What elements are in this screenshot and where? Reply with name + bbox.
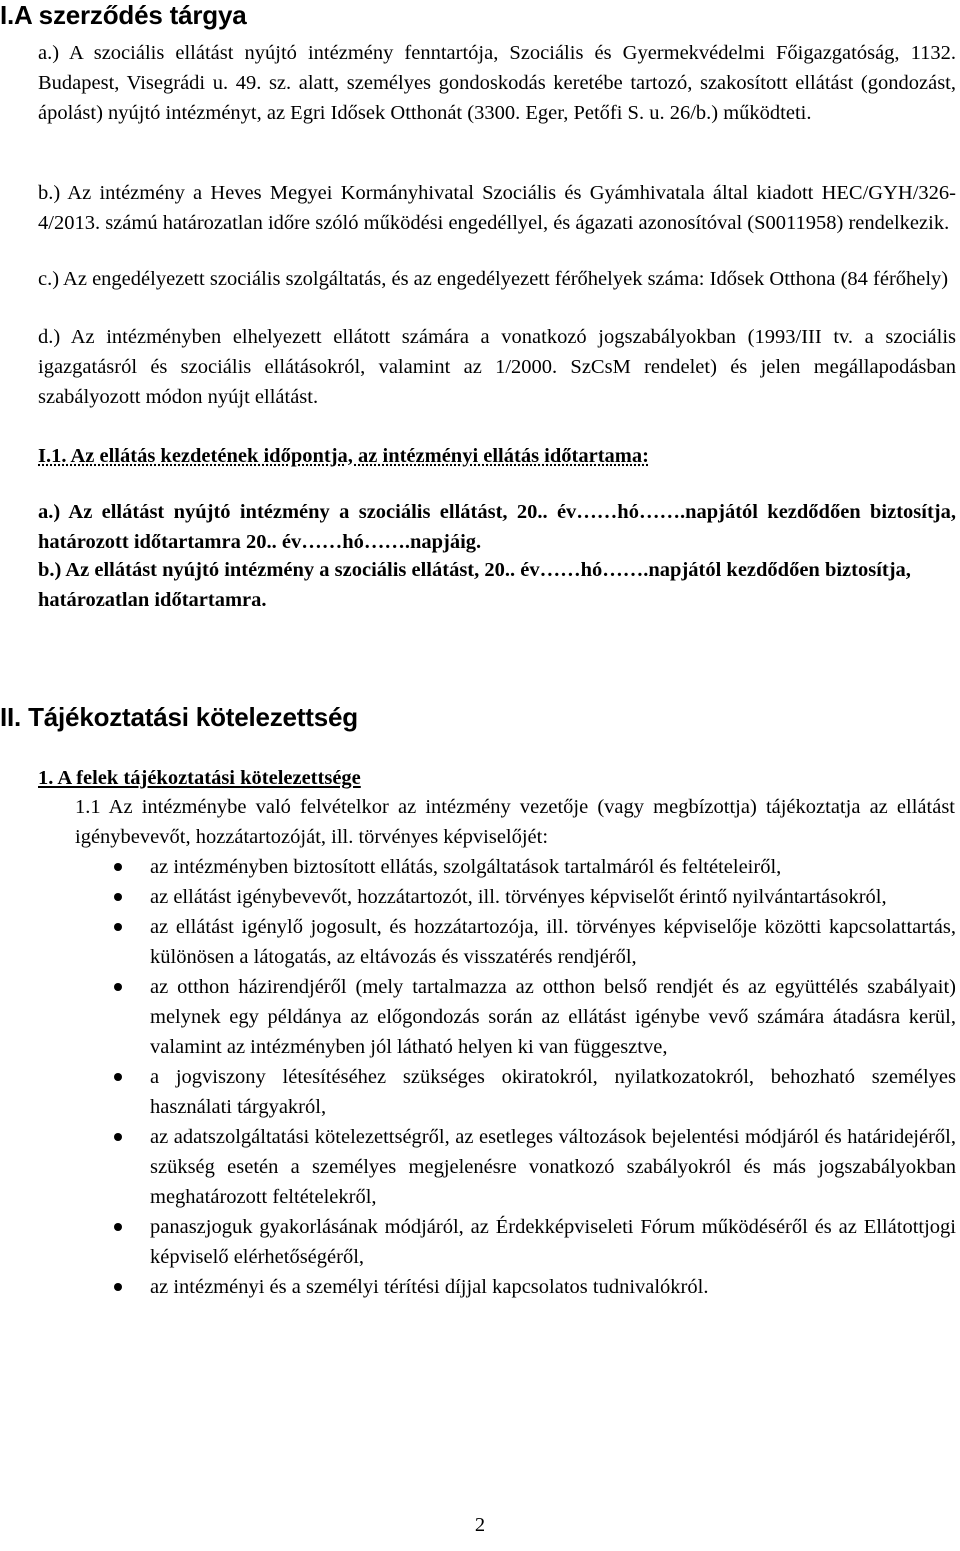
section-title-tajekoztatas: II. Tájékoztatási kötelezettség [0, 702, 358, 732]
paragraph-d-jogszabaly: d.) Az intézményben elhelyezett ellátott számára a vonatkozó jogszabályokban (1993/III tv. a szociális igazgatásról és szociális ellátásokról, valamint az 1/2000. SzCsM rendelet) és jelen megállapodásban szabályozott módon nyújt ellátást. [38, 326, 956, 408]
paragraph-felvetelkor: 1.1 Az intézménybe való felvételkor az intézmény vezetője (vagy megbízottja) tájékoztatja az ellátást igénybevevőt, hozzátartozóját, ill. törvényes képviselőjét: [75, 796, 955, 848]
list-item: az intézményi és a személyi térítési díjjal kapcsolatos tudnivalókról. [38, 1272, 956, 1302]
list-item: panaszjoguk gyakorlásának módjáról, az Érdekképviseleti Fórum működéséről és az Ellátottjogi képviselő elérhetőségéről, [38, 1212, 956, 1272]
list-item: az ellátást igénybevevőt, hozzátartozót, ill. törvényes képviselőt érintő nyilvántartásokról, [38, 882, 956, 912]
bullet-icon [114, 1223, 122, 1231]
bullet-icon [114, 1073, 122, 1081]
bullet-icon [114, 863, 122, 871]
bullet-icon [114, 1283, 122, 1291]
paragraph-hatarozott: a.) Az ellátást nyújtó intézmény a szociális ellátást, 20.. év……hó…….napjától kezdődően biztosítja, határozott időtartamra 20.. év……hó…….napjáig. [38, 501, 956, 553]
paragraph-a-fenntarto: a.) A szociális ellátást nyújtó intézmény fenntartója, Szociális és Gyermekvédelmi Főigazgatóság, 1132. Budapest, Visegrádi u. 49. sz. alatt, személyes gondoskodás keretébe tartozó, szakosított ellátást (gondozást, ápolást) nyújtó intézményt, az Egri Idősek Otthonát (3300. Eger, Petőfi S. u. 26/b.) működteti. [38, 42, 956, 124]
list-item: az intézményben biztosított ellátás, szolgáltatások tartalmáról és feltételeiről, [38, 852, 956, 882]
bullet-icon [114, 893, 122, 901]
list-item: az otthon házirendjéről (mely tartalmazza az otthon belső rendjét és az együttélés szabályait) melynek egy példánya az előgondozás során az ellátást igénybe vevő számára átadásra kerül, valamint az intézményben jól látható helyen ki van függesztve, [38, 972, 956, 1062]
subsection-title-idotartam: I.1. Az ellátás kezdetének időpontja, az intézményi ellátás időtartama: [38, 445, 649, 467]
section-title-targy: I.A szerződés tárgya [0, 0, 247, 30]
subsection-title-felek: 1. A felek tájékoztatási kötelezettsége [38, 767, 361, 789]
list-item: a jogviszony létesítéséhez szükséges okiratokról, nyilatkozatokról, behozható személyes használati tárgyakról, [38, 1062, 956, 1122]
bullet-icon [114, 1133, 122, 1141]
page-number: 2 [474, 1514, 486, 1536]
information-list [38, 852, 956, 1302]
list-item: az ellátást igénylő jogosult, és hozzátartozója, ill. törvényes képviselője közötti kapcsolattartás, különösen a látogatás, az eltávozás és visszatérés rendjéről, [38, 912, 956, 972]
bullet-icon [114, 983, 122, 991]
bullet-icon [114, 923, 122, 931]
paragraph-hatarozatlan: b.) Az ellátást nyújtó intézmény a szociális ellátást, 20.. év……hó…….napjától kezdődően biztosítja, határozatlan időtartamra. [38, 559, 911, 611]
paragraph-c-ferohely: c.) Az engedélyezett szociális szolgáltatás, és az engedélyezett férőhelyek száma: Idősek Otthona (84 férőhely) [38, 268, 949, 290]
list-item: az adatszolgáltatási kötelezettségről, az esetleges változások bejelentési módjáról és határidejéről, szükség esetén a személyes megjelenésre vonatkozó szabályokról és más jogszabályokban meghatározott feltételekről, [38, 1122, 956, 1212]
paragraph-b-engedely: b.) Az intézmény a Heves Megyei Kormányhivatal Szociális és Gyámhivatala által kiadott HEC/GYH/326-4/2013. számú határozatlan időre szóló működési engedéllyel, és ágazati azonosítóval (S0011958) rendelkezik. [38, 182, 956, 234]
